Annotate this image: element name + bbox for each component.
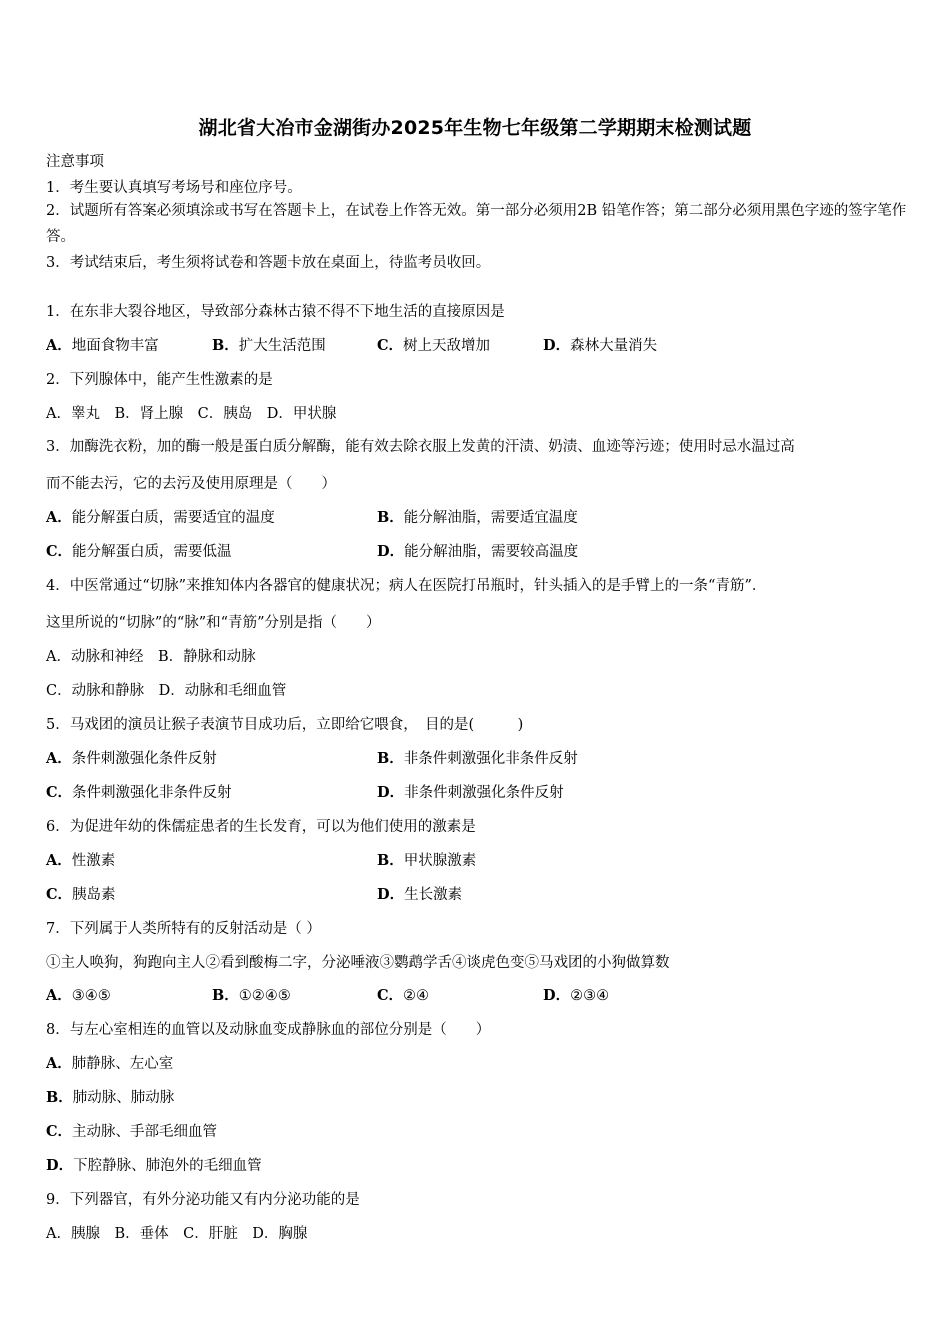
notice-heading: 注意事项: [46, 154, 104, 170]
option-text: 性激素: [71, 853, 116, 869]
option-key: D．: [377, 543, 405, 560]
page-title: 湖北省大冶市金湖街办2025年生物七年级第二学期期末检测试题: [198, 117, 752, 139]
option-key: D．: [543, 337, 571, 354]
option-text: 地面食物丰富: [71, 338, 159, 354]
question-6-stem: 6．为促进年幼的侏儒症患者的生长发育，可以为他们使用的激素是: [46, 819, 476, 835]
notice-item-2: 2．试题所有答案必须填涂或书写在答题卡上，在试卷上作答无效。第一部分必须用2B 铅笔作答；第二部分必须用黑色字迹的签字笔作答。: [46, 203, 907, 245]
question-7-option-b: [212, 986, 291, 1006]
question-2-options: A．睾丸 B．肾上腺 C．胰岛 D．甲状腺: [46, 406, 337, 422]
question-7-option-c: [377, 986, 429, 1006]
option-key: C．: [46, 784, 73, 801]
option-key: B．: [377, 509, 404, 526]
option-text: 能分解油脂，需要较高温度: [404, 544, 579, 560]
option-key: A．: [46, 1055, 72, 1072]
option-text: ①②④⑤: [238, 988, 291, 1004]
notice-item-1: 1．考生要认真填写考场号和座位序号。: [46, 180, 302, 196]
option-text: 下腔静脉、肺泡外的毛细血管: [73, 1158, 262, 1174]
option-key: B．: [46, 1089, 73, 1106]
notice-item-3: 3．考试结束后，考生须将试卷和答题卡放在桌面上，待监考员收回。: [46, 255, 491, 271]
option-key: C．: [377, 337, 404, 354]
question-5-option-a: [46, 749, 217, 769]
option-text: 生长激素: [404, 887, 463, 903]
option-text: 肺动脉、肺动脉: [72, 1090, 175, 1106]
question-6-option-c: [46, 885, 116, 905]
option-text: 主动脉、手部毛细血管: [72, 1124, 218, 1140]
question-6-option-b: [377, 851, 476, 871]
question-8-option-b: [46, 1088, 174, 1108]
option-key: A．: [46, 987, 72, 1004]
option-text: 非条件刺激强化条件反射: [404, 785, 564, 801]
question-4-stem-line-1: 4．中医常通过“切脉”来推知体内各器官的健康状况；病人在医院打吊瓶时，针头插入的是手臂上的一条“青筋”．: [46, 578, 767, 594]
option-key: C．: [46, 886, 73, 903]
option-text: ②③④: [570, 988, 610, 1004]
question-1-option-a: [46, 336, 159, 356]
question-1-option-c: [377, 336, 490, 356]
option-text: 能分解油脂，需要适宜温度: [403, 510, 578, 526]
question-6-option-a: [46, 851, 115, 871]
option-text: 甲状腺激素: [403, 853, 477, 869]
question-3-option-b: [377, 508, 578, 528]
question-3-stem-line-1: 3．加酶洗衣粉，加的酶一般是蛋白质分解酶，能有效去除衣服上发黄的汗渍、奶渍、血迹等污迹；使用时忌水温过高: [46, 439, 795, 455]
option-key: A．: [46, 852, 72, 869]
question-6-option-d: [377, 885, 462, 905]
question-9-stem: 9．下列器官，有外分泌功能又有内分泌功能的是: [46, 1192, 360, 1208]
option-key: D．: [46, 1157, 74, 1174]
question-3-option-a: [46, 508, 275, 528]
option-text: 胰岛素: [72, 887, 116, 903]
question-1-option-b: [212, 336, 326, 356]
question-4-options-line-2: C．动脉和静脉 D．动脉和毛细血管: [46, 683, 287, 699]
option-key: B．: [212, 337, 239, 354]
question-5-option-c: [46, 783, 232, 803]
option-key: C．: [46, 1123, 73, 1140]
option-text: 条件刺激强化非条件反射: [72, 785, 232, 801]
question-3-option-d: [377, 542, 578, 562]
option-text: ③④⑤: [71, 988, 111, 1004]
option-key: D．: [543, 987, 571, 1004]
question-5-stem: 5．马戏团的演员让猴子表演节目成功后，立即给它喂食， 目的是( ): [46, 717, 524, 733]
option-key: A．: [46, 337, 72, 354]
question-7-option-a: [46, 986, 111, 1006]
option-key: C．: [377, 987, 404, 1004]
question-8-stem: 8．与左心室相连的血管以及动脉血变成静脉血的部位分别是（ ）: [46, 1022, 491, 1038]
question-4-options-line-1: A．动脉和神经 B．静脉和动脉: [46, 649, 256, 665]
option-text: 肺静脉、左心室: [71, 1056, 174, 1072]
question-4-stem-line-2: 这里所说的“切脉”的“脉”和“青筋”分别是指（ ）: [46, 615, 381, 631]
option-text: 树上天敌增加: [403, 338, 491, 354]
option-text: 能分解蛋白质，需要适宜的温度: [71, 510, 275, 526]
option-text: 扩大生活范围: [238, 338, 326, 354]
question-9-options: A．胰腺 B．垂体 C．肝脏 D．胸腺: [46, 1226, 308, 1242]
option-key: D．: [377, 886, 405, 903]
option-key: D．: [377, 784, 405, 801]
option-text: 非条件刺激强化非条件反射: [403, 751, 578, 767]
option-text: ②④: [403, 988, 430, 1004]
question-7-sub-items: ①主人唤狗，狗跑向主人②看到酸梅二字，分泌唾液③鹦鹉学舌④谈虎色变⑤马戏团的小狗做算数: [46, 955, 670, 971]
option-key: C．: [46, 543, 73, 560]
option-text: 能分解蛋白质，需要低温: [72, 544, 232, 560]
question-8-option-a: [46, 1054, 173, 1074]
question-5-option-b: [377, 749, 578, 769]
question-3-option-c: [46, 542, 232, 562]
question-8-option-d: [46, 1156, 262, 1176]
option-key: A．: [46, 509, 72, 526]
option-key: B．: [377, 750, 404, 767]
option-key: B．: [212, 987, 239, 1004]
question-7-stem: 7．下列属于人类所特有的反射活动是（ ）: [46, 921, 321, 937]
question-7-option-d: [543, 986, 609, 1006]
option-text: 条件刺激强化条件反射: [71, 751, 217, 767]
question-1-stem: 1．在东非大裂谷地区，导致部分森林古猿不得不下地生活的直接原因是: [46, 304, 505, 320]
option-key: B．: [377, 852, 404, 869]
option-text: 森林大量消失: [570, 338, 658, 354]
question-5-option-d: [377, 783, 564, 803]
question-2-stem: 2．下列腺体中，能产生性激素的是: [46, 372, 273, 388]
question-8-option-c: [46, 1122, 217, 1142]
question-3-stem-line-2: 而不能去污，它的去污及使用原理是（ ）: [46, 476, 336, 492]
option-key: A．: [46, 750, 72, 767]
question-1-option-d: [543, 336, 657, 356]
